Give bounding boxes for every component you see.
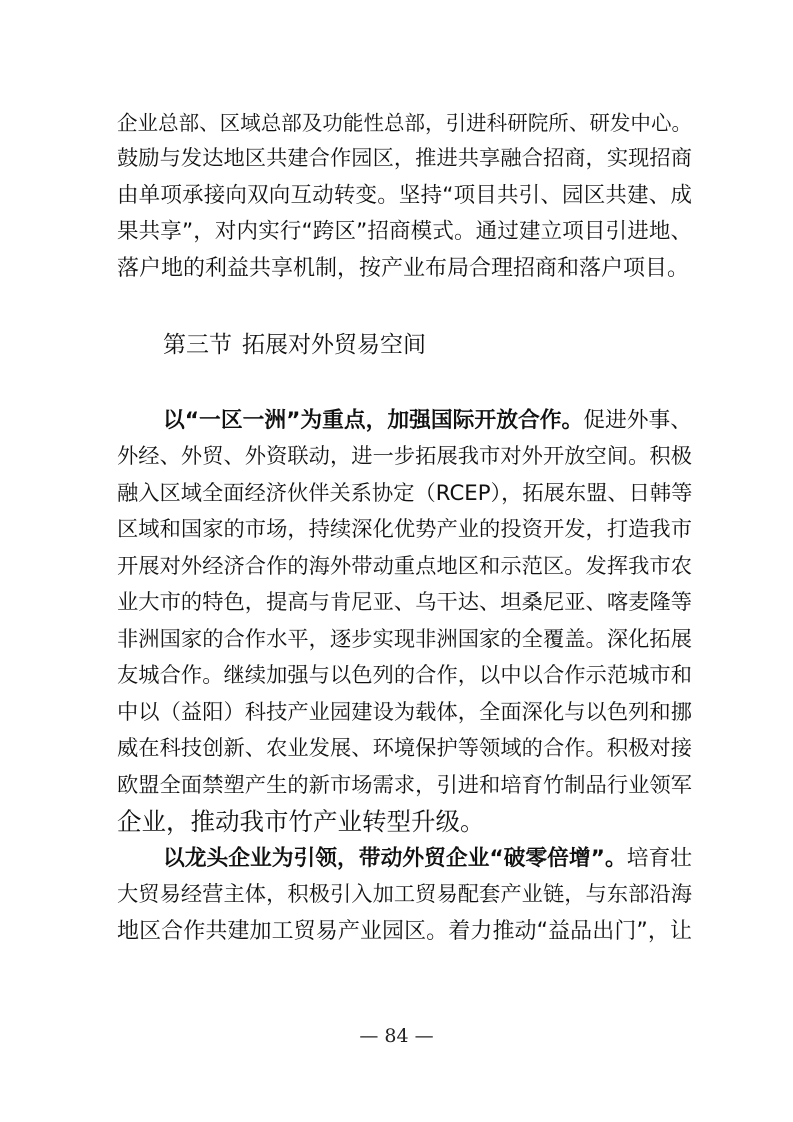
text-run: 促进外事、 [583,408,693,433]
text-run: 培育壮 [626,846,692,871]
text-line: 融入区域全面经济伙伴关系协定（RCEP），拓展东盟、日韩等 [117,481,693,506]
paragraph-first-line [163,403,692,439]
text-line: 友城合作。继续加强与以色列的合作，以中以合作示范城市和 [117,663,692,688]
section-number: 第三节 [163,332,232,358]
text-line: 大贸易经营主体，积极引入加工贸易配套产业链，与东部沿海 [117,882,692,907]
page-number: — 84 — [359,1025,434,1047]
text-line: 外经、外贸、外资联动，进一步拓展我市对外开放空间。积极 [117,444,692,469]
text-line: 业大市的特色，提高与肯尼亚、乌干达、坦桑尼亚、喀麦隆等 [117,590,692,615]
paragraph-first-line [163,841,692,877]
bold-lead-sentence: 以“一区一洲”为重点，加强国际开放合作。 [163,408,584,433]
text-line: 企业总部、区域总部及功能性总部，引进科研院所、研发中心。 [117,111,692,135]
text-line: 欧盟全面禁塑产生的新市场需求，引进和培育竹制品行业领军 [117,773,692,798]
text-line: 区域和国家的市场，持续深化优势产业的投资开发，打造我市 [117,517,692,542]
text-line: 落户地的利益共享机制，按产业布局合理招商和落户项目。 [117,256,690,281]
text-line: 威在科技创新、农业发展、环境保护等领域的合作。积极对接 [117,736,692,761]
section-heading [163,327,426,363]
text-line: 地区合作共建加工贸易产业园区。着力推动“益品出门”，让 [117,919,692,944]
text-line: 开展对外经济合作的海外带动重点地区和示范区。发挥我市农 [117,554,692,579]
bold-lead-sentence: 以龙头企业为引领，带动外贸企业“破零倍增”。 [163,846,627,871]
text-line: 由单项承接向双向互动转变。坚持“项目共引、园区共建、成 [117,183,692,208]
text-line: 果共享”，对内实行“跨区”招商模式。通过建立项目引进地、 [117,219,692,244]
text-line: 企业，推动我市竹产业转型升级。 [117,807,485,836]
text-line: 非洲国家的合作水平，逐步实现非洲国家的全覆盖。深化拓展 [117,627,692,652]
text-line: 鼓励与发达地区共建合作园区，推进共享融合招商，实现招商 [117,146,692,171]
text-line: 中以（益阳）科技产业园建设为载体，全面深化与以色列和挪 [117,700,692,725]
section-title: 拓展对外贸易空间 [242,332,426,358]
